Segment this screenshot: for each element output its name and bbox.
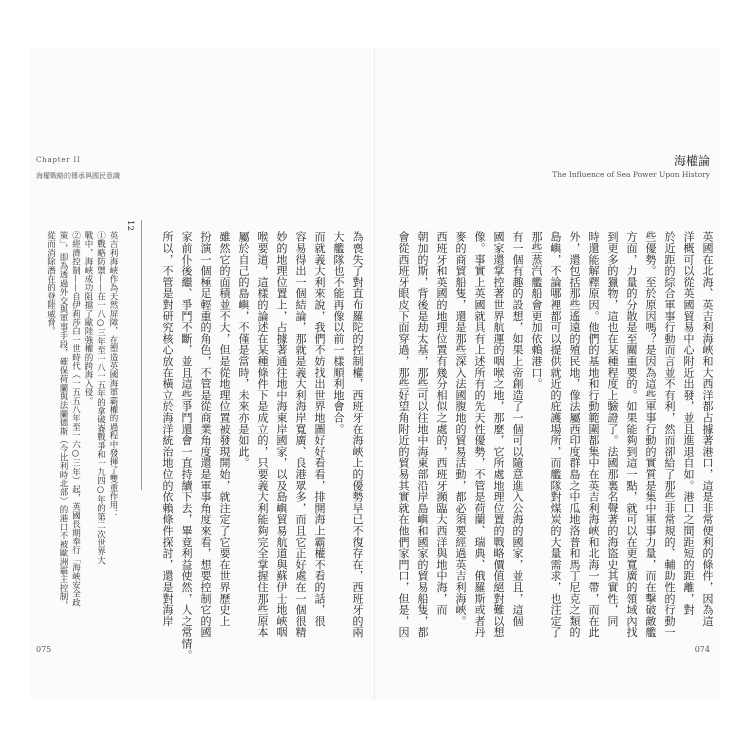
text-column: 時還能解釋原因。他們的基地和行動範圍都集中在英吉利海峽和北海一帶，而在此 [587,231,600,638]
text-column: 大艦隊也不能再像以前一樣順利地會合。 [332,231,345,435]
page-number-left: 075 [36,645,52,654]
page-number-right: 074 [694,645,710,654]
text-column: 屬於自己的島嶼，不僅是當時，未來亦是如此。 [237,231,250,469]
text-column: 所以，不管是對研究核心放在橫立於海洋統治地位的依賴條件探討，還是對海岸 [161,231,174,627]
text-column: 到更多的獵物，這也在某種程度上驗證了。法國那裏名聲著的海盜史其實性，同 [606,231,619,627]
footnote-column: 策」，即為透過外交與軍事手段，確保荷蘭與法蘭德斯（今比利時北部）的港口不被歐洲霸主控制， [58,231,68,610]
text-column: 為喪失了對直布羅陀的控制權，西班牙在海峽上的優勢早已不復存在，西班牙的兩 [351,231,364,638]
text-column: 有一個有趣的設想，如果上帝創造了一個可以隨意進入公海的國家，並且，這個 [511,231,524,627]
text-column: 些優勢。至於原因嗎？是因為這些軍事行動的實質是集中軍事力量，而在擊破敵艦 [644,231,657,638]
text-column: 西班牙和英國的地理位置有幾分相似之處的，西班牙瀕臨大西洋與地中海，而 [435,231,448,616]
text-column: 扮演一個極足輕重的角色，不管是從商業角度還是軍事角度來看，想要控制它的國 [199,231,212,638]
text-column: 容易得出一個結論，那就是義大利海岸寬廣、良港眾多，而且它正好處在一個很精 [294,231,307,638]
text-column: 會從西班牙眼皮下面穿過，那些好望角附近的貿易其實就在他們家門口，但是，因 [397,231,410,638]
running-head-title: 海權論 [673,154,710,168]
chapter-label: Chapter II [36,156,81,164]
text-column: 而就義大利來說，我們不妨找出世界地圖好好看看，排開海上霸權不看的話，很 [313,231,326,627]
text-column: 島嶼，不論哪裡都可以提供就近的庇護場所，而艦隊對煤炭的大量需求，也注定了 [549,231,562,638]
text-column: 於近距的綜合軍事行動而言並不有利，然而卻給了那些非常規的、輔助性的行動一 [663,231,676,638]
right-page [375,48,720,700]
text-column: 英國在北海、英吉利海峽和大西洋都占據著港口，這是非常便利的條件，因為這 [701,231,714,627]
left-page [30,48,374,700]
text-column: 雖然它的面積並不大，但是從地理位置被發現開始，就注定了它要在世界歷史上 [218,231,231,627]
footnote-column: ①戰略防禦——在一八○三年至一八一五年的拿破崙戰爭和一九四○年的第二次世界大 [95,231,106,565]
running-head-subtitle: The Influence of Sea Power Upon History [552,170,710,179]
text-column: 像。事實上英國就具有上述所有的先天性優勢，不管是荷蘭、瑞典、俄羅斯或者丹 [473,231,486,638]
text-column: 外，還包括那些遙遠的殖民地，像法屬西印度群島之中瓜地洛普和馬丁尼克之類的 [568,231,581,638]
text-column: 洋概可以從英國貿易中心附近出發，並且進退自如。港口之間距短的距離，對 [682,231,695,616]
text-column: 朝加的斯，背後是劫太基，那些可以往地中海東部沿岸島嶼和國家的貿易船隻，都 [416,231,429,638]
footnote-column: ②經濟控制——自伊莉莎白一世時代（一五五八年至一六○三年）起，英國長期奉行「海峽安全政 [70,231,81,607]
text-column: 麥的商貿船隻，還是那些深入法國腹地的貿易活動，都必須要經過英吉利海峽。 [454,231,467,627]
footnote-column: 從而消除潛在的登陸威脅。 [45,231,56,336]
right-page-body [375,231,720,638]
footnote-marker: 12 [125,220,135,232]
footnote-rule [141,220,142,490]
text-column: 方面，力量的分散是至關重要的。如果能夠到這一點，就可以在更寬廣的領域內找 [625,231,638,638]
text-column: 國家還掌控著世界航運的咽喉之地，那麼，它所處地理位置的戰略價值絕對難以想 [492,231,505,638]
text-column: 妙的地理位置上，占據著通往地中海東岸國家，以及島嶼貿易航道與蘇伊士地峽咽 [275,231,288,638]
text-column: 家前仆後繼、爭鬥不斷，並且這些爭鬥還會一直持續下去，畢竟利益使然，人之常情。 [180,231,193,661]
chapter-subtitle: 海權戰略的傳承與國民意識 [36,172,120,180]
footnote-column: 英吉利海峽作為天然屏障，在塑造英國海軍霸權的過程中發揮了雙重作用： [108,231,118,519]
text-column: 喉要道，這樣的論述在某種條件下是成立的，只要義大利能夠完全掌握住那些原本 [256,231,269,638]
text-column: 那些蒸汽艦船會更加依賴港口。 [530,231,543,390]
footnote-column: 戰中，海峽成功阻擋了歐陸強權的跨海入侵。 [83,231,93,405]
